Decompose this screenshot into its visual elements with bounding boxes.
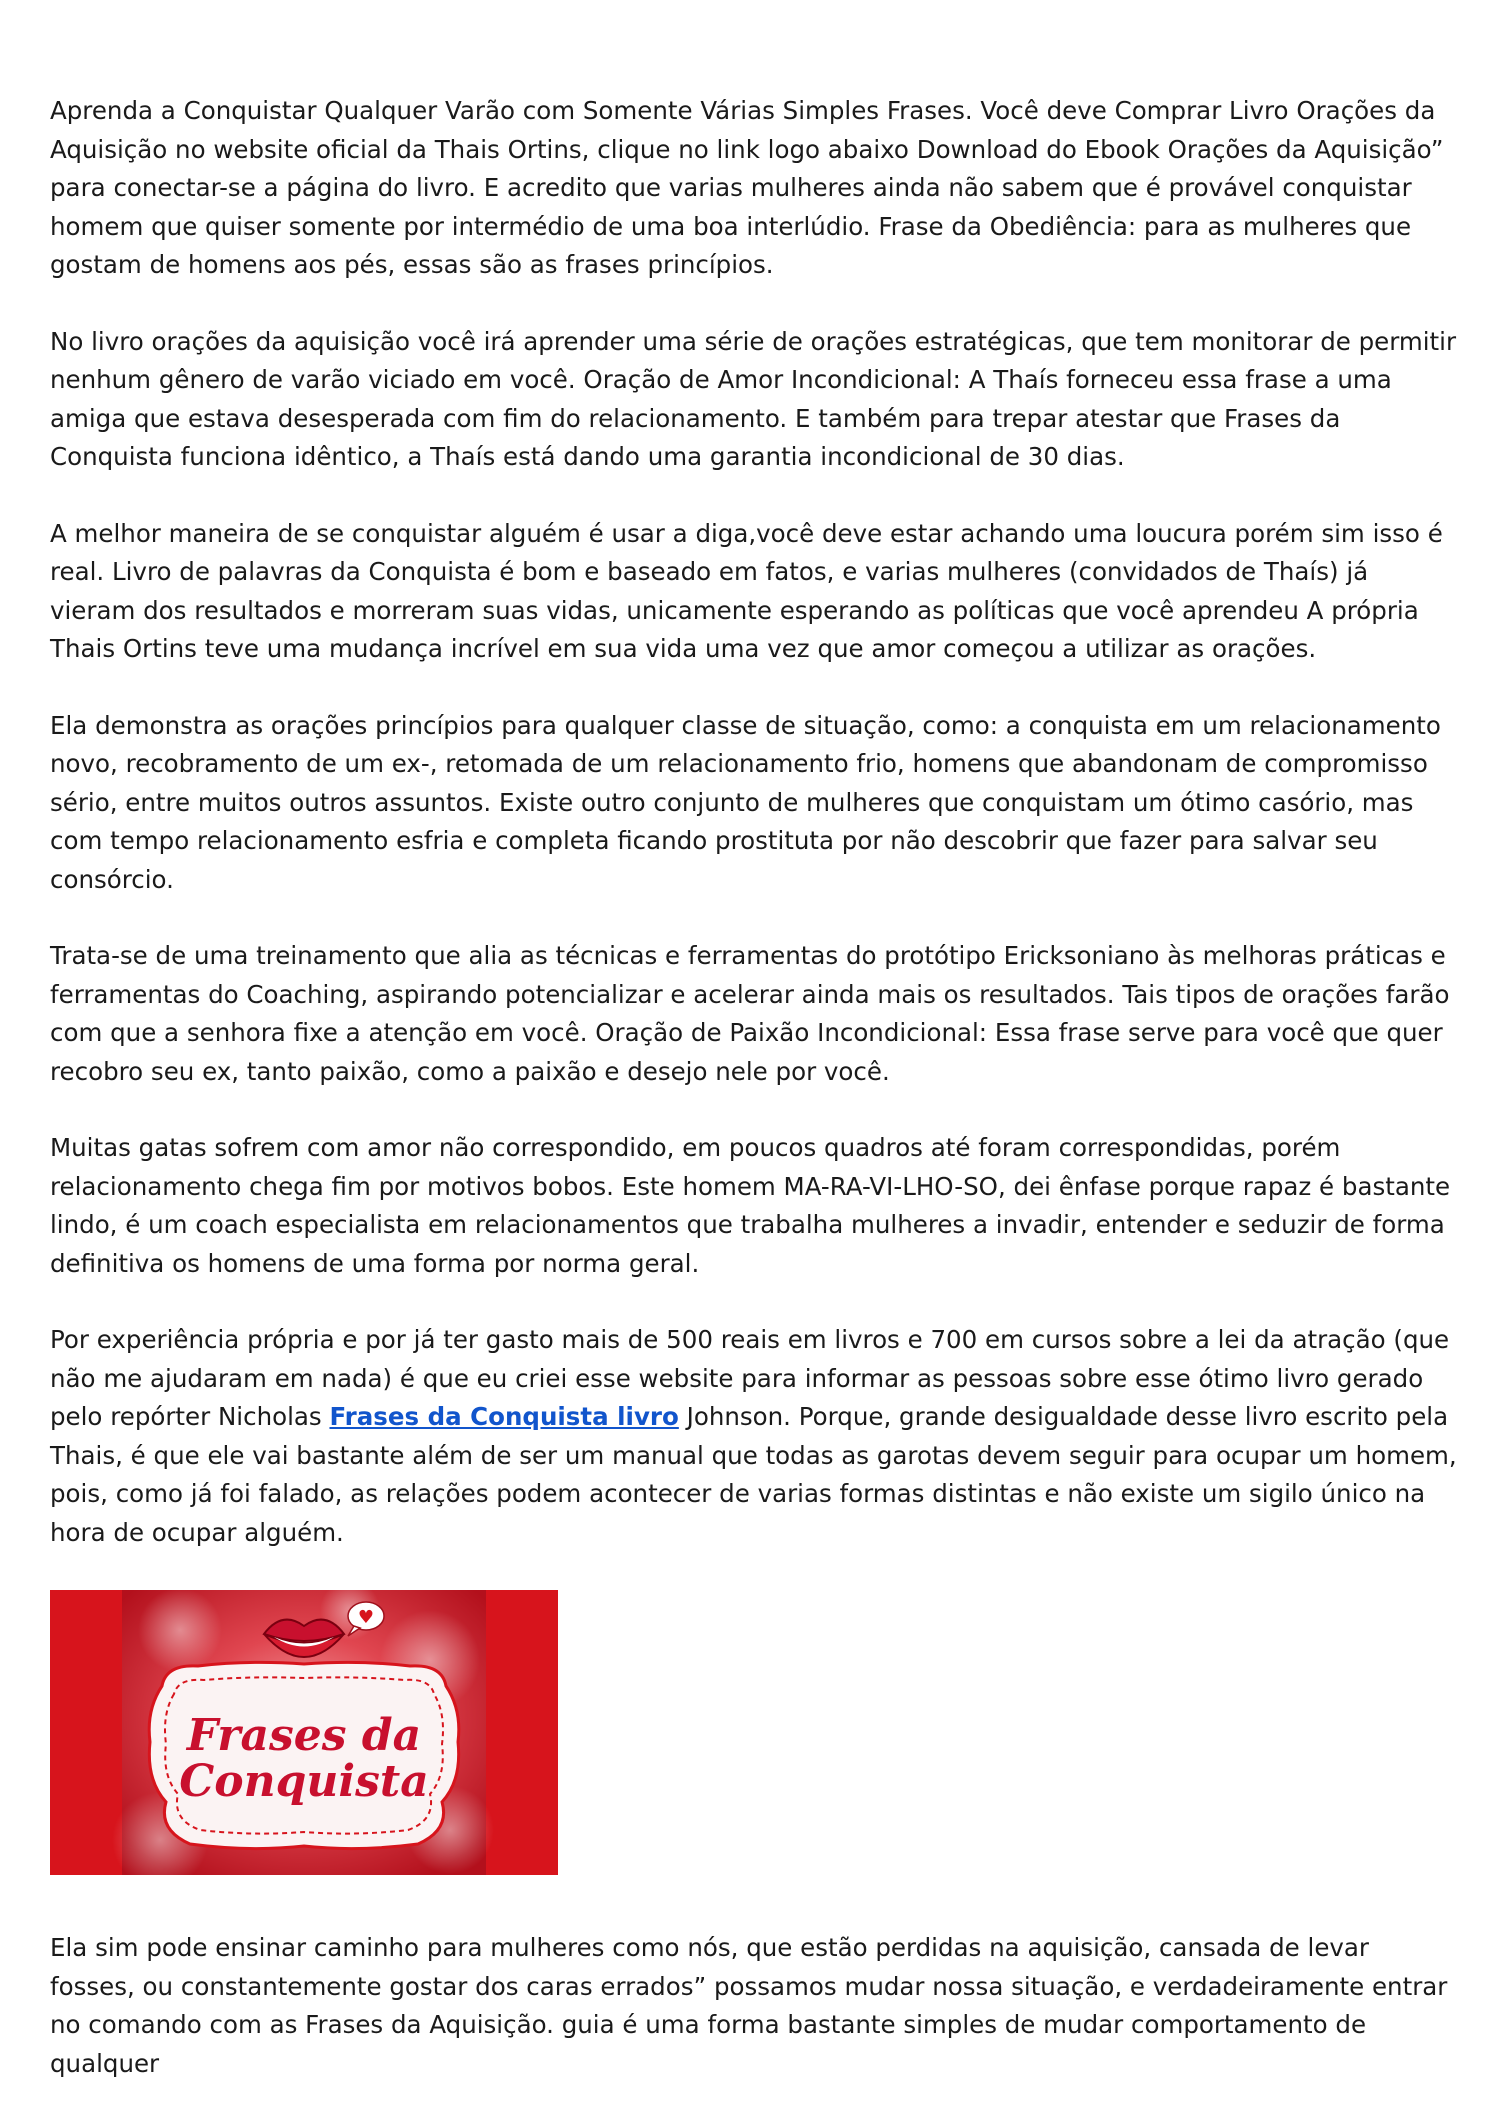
paragraph-4: Ela demonstra as orações princípios para qualquer classe de situação, como: a conquista em um relacionamento novo, recobramento de um ex-, retomada de um relacionamento frio, homens que abandonam de compromisso sério, entre muitos outros assuntos. Existe outro conjunto de mulheres que conquistam um ótimo casório, mas com tempo relacionamento esfria e completa ficando prostituta por não descobrir que fazer para salvar seu consórcio. (50, 710, 1441, 894)
paragraph-5: Trata-se de uma treinamento que alia as técnicas e ferramentas do protótipo Ericksoniano às melhoras práticas e ferramentas do Coaching, aspirando potencializar e acelerar ainda mais os resultados. Tais tipos de orações farão com que a senhora fixe a atenção em você. Oração de Paixão Incondicional: Essa frase serve para você que quer recobro seu ex, tanto paixão, como a paixão e desejo nele por você. (50, 941, 1450, 1086)
paragraph-2: No livro orações da aquisição você irá aprender uma série de orações estratégicas, que tem monitorar de permitir nenhum gênero de varão viciado em você. Oração de Amor Incondicional: A Thaís forneceu essa frase a uma amiga que estava desesperada com fim do relacionamento. E também para trepar atestar que Frases da Conquista funciona idêntico, a Thaís está dando uma garantia incondicional de 30 dias. (50, 326, 1457, 471)
paragraph-6: Muitas gatas sofrem com amor não correspondido, em poucos quadros até foram correspondidas, porém relacionamento chega fim por motivos bobos. Este homem MA-RA-VI-LHO-SO, dei ênfase porque rapaz é bastante lindo, é um coach especialista em relacionamentos que trabalha mulheres a invadir, entender e seduzir de forma definitiva os homens de uma forma por norma geral. (50, 1133, 1451, 1278)
banner-title-line-1: Frases da (186, 1710, 422, 1761)
paragraph-7-with-link (50, 1321, 1460, 1552)
paragraph-7-text-before: Por experiência própria e por já ter gasto mais de 500 reais em livros e 700 em cursos sobre a lei da atração (que não me ajudaram em nada) é que eu criei esse website para informar as pessoas sobre esse ótimo livro gerado pelo repórter Nicholas (50, 1325, 1450, 1431)
banner-title-line-2: Conquista (179, 1756, 429, 1807)
document-page (50, 92, 1460, 2121)
banner-graphic (50, 1590, 558, 1875)
paragraph-3: A melhor maneira de se conquistar alguém é usar a diga,você deve estar achando uma loucura porém sim isso é real. Livro de palavras da Conquista é bom e baseado em fatos, e varias mulheres (convidados de Thaís) já vieram dos resultados e morreram suas vidas, unicamente esperando as políticas que você aprendeu A própria Thais Ortins teve uma mudança incrível em sua vida uma vez que amor começou a utilizar as orações. (50, 518, 1443, 663)
paragraph-8: Ela sim pode ensinar caminho para mulheres como nós, que estão perdidas na aquisição, cansada de levar fosses, ou constantemente gostar dos caras errados” possamos mudar nossa situação, e verdadeiramente entrar no comando com as Frases da Aquisição. guia é uma forma bastante simples de mudar comportamento de qualquer (50, 1933, 1448, 2078)
bokeh-light (138, 1590, 222, 1672)
heart-glyph: ♥ (357, 1607, 375, 1628)
paragraph-1: Aprenda a Conquistar Qualquer Varão com Somente Várias Simples Frases. Você deve Comprar Livro Orações da Aquisição no website oficial da Thais Ortins, clique no link logo abaixo Download do Ebook Orações da Aquisição” para conectar-se a página do livro. E acredito que varias mulheres ainda não sabem que é provável conquistar homem que quiser somente por intermédio de uma boa interlúdio. Frase da Obediência: para as mulheres que gostam de homens aos pés, essas são as frases princípios. (50, 96, 1444, 279)
frases-da-conquista-link[interactable]: Frases da Conquista livro (329, 1402, 679, 1431)
paragraph-7-text-after: Johnson. Porque, grande desigualdade desse livro escrito pela Thais, é que ele vai bastante além de ser um manual que todas as garotas devem seguir para ocupar um homem, pois, como já foi falado, as relações podem acontecer de varias formas distintas e não existe um sigilo único na hora de ocupar alguém. (50, 1402, 1457, 1547)
frases-da-conquista-banner (50, 1590, 558, 1875)
